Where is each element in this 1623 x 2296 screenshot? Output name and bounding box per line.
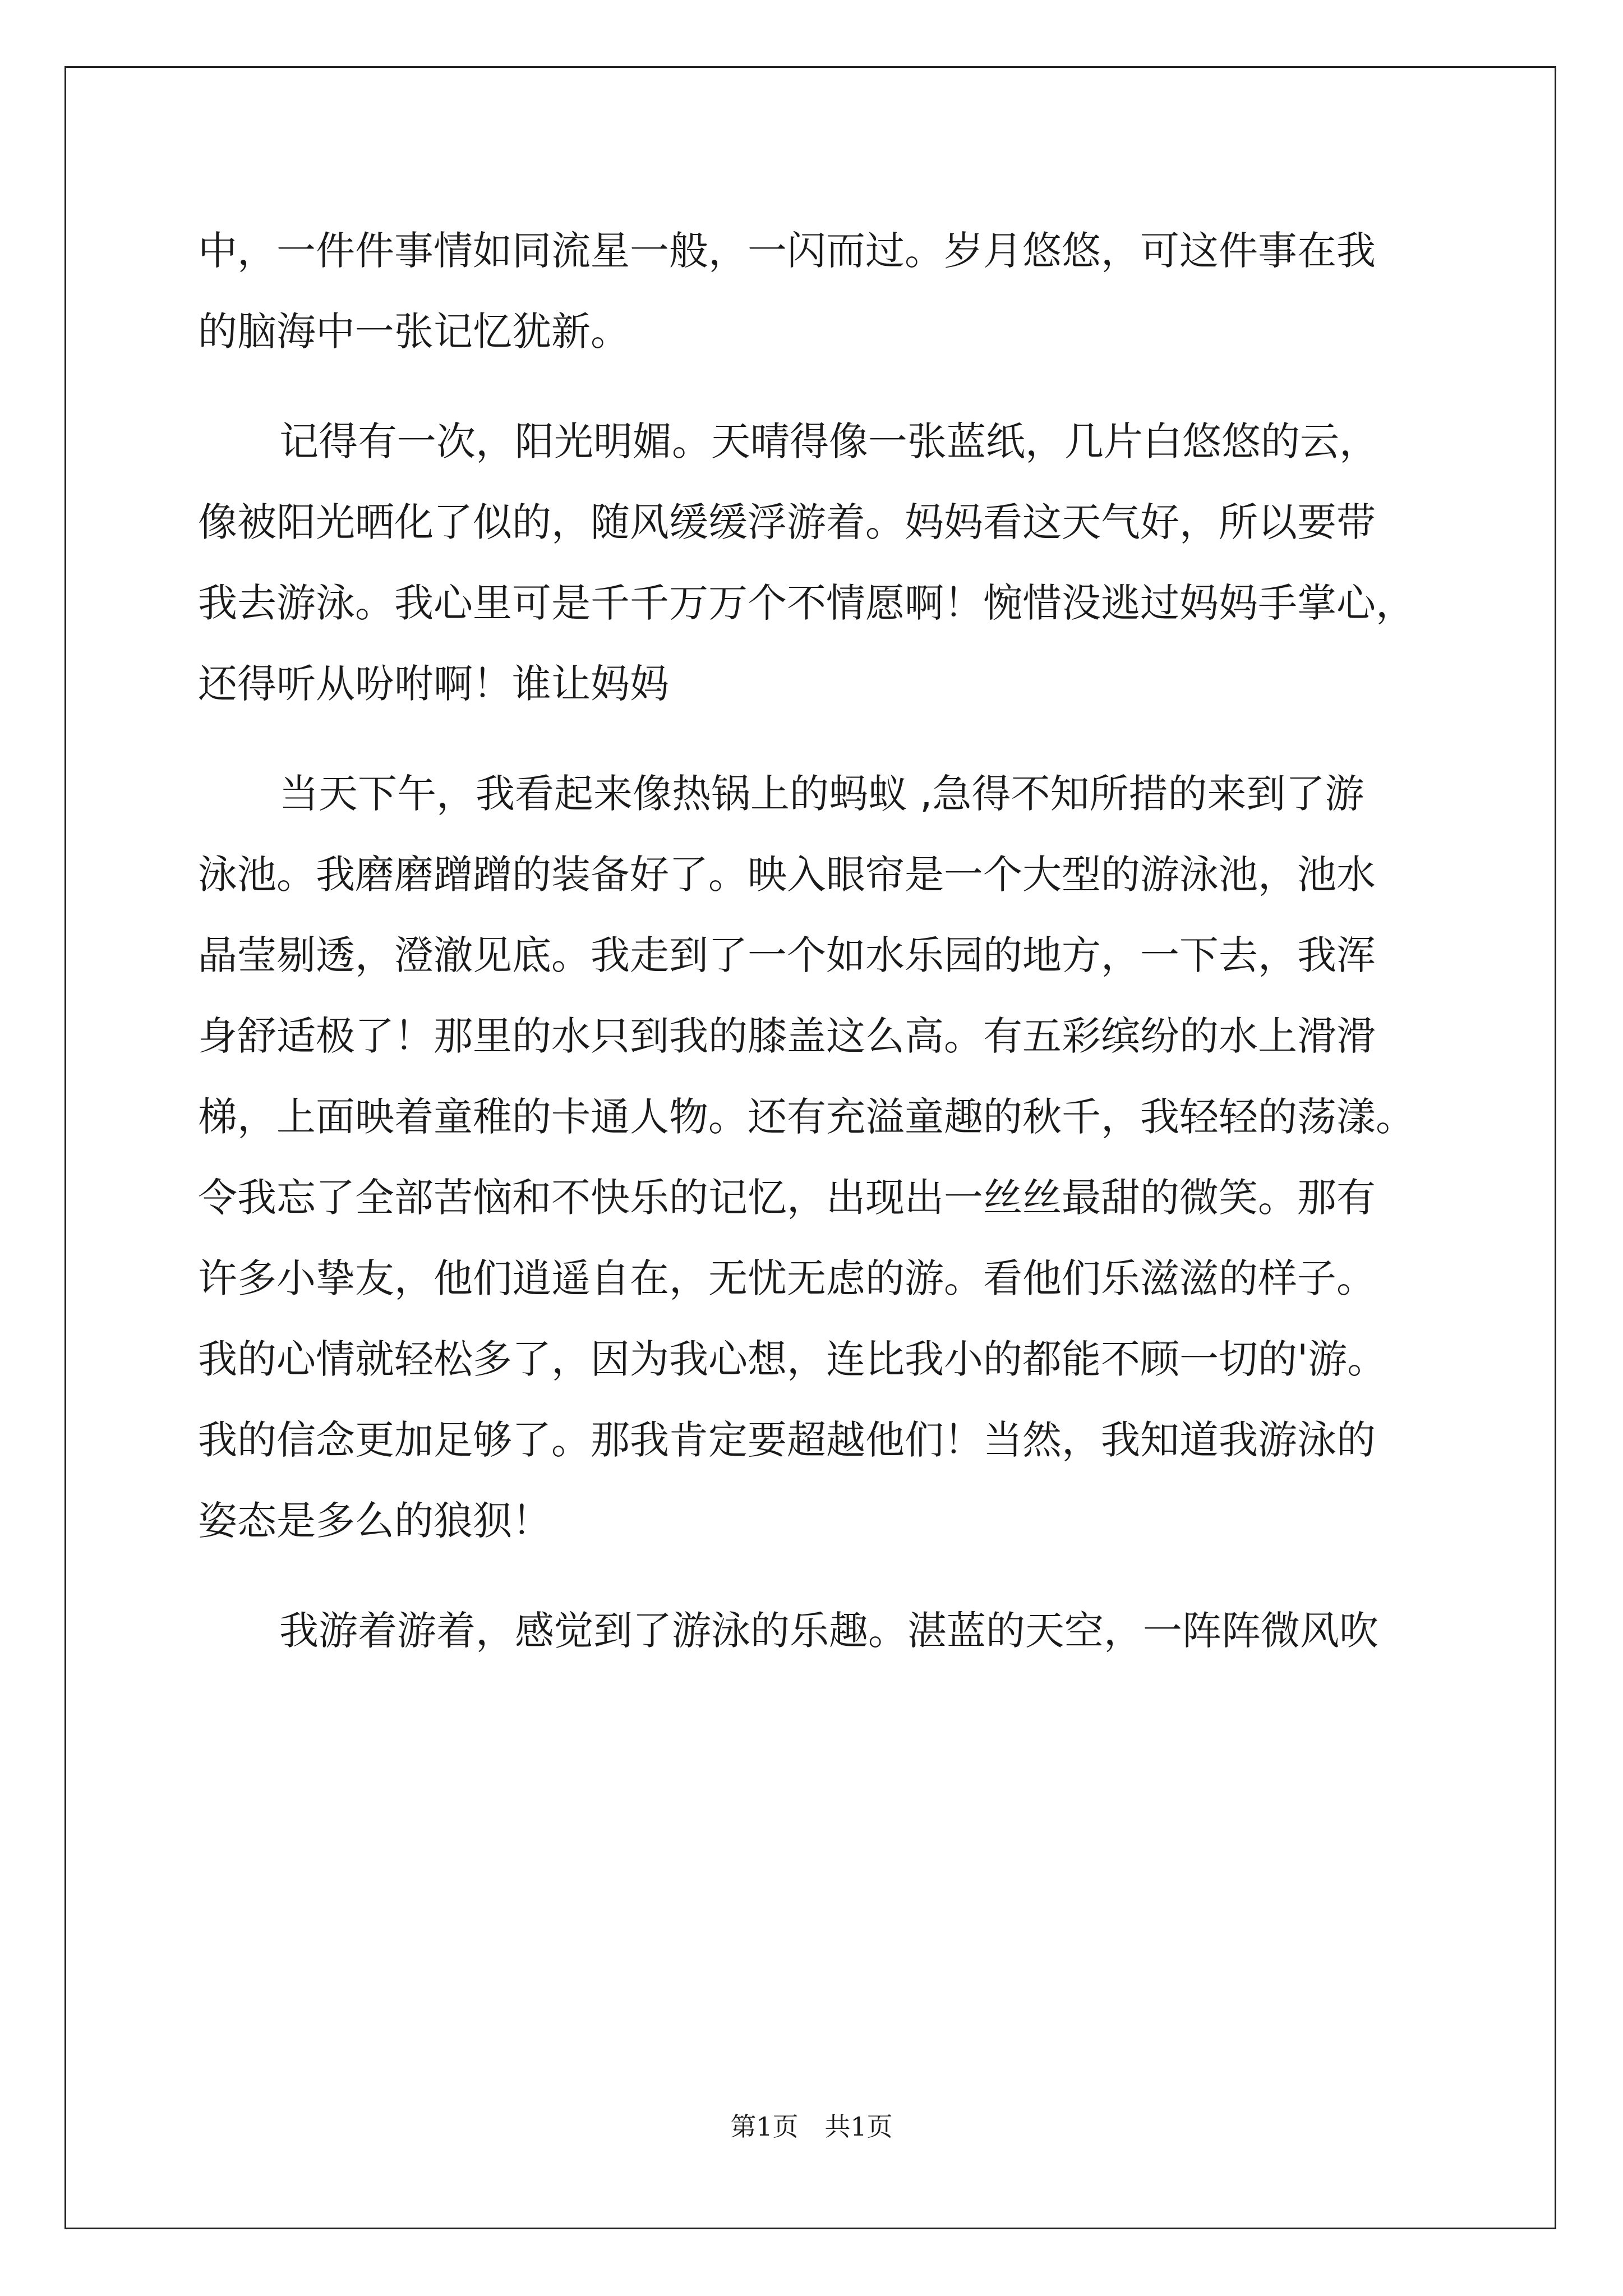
text-line: 当天下午，我看起来像热锅上的蚂蚁 ,急得不知所措的来到了游 — [279, 771, 1364, 817]
text-line: 许多小挚友，他们逍遥自在，无忧无虑的游。看他们乐滋滋的样子。 — [198, 1255, 1376, 1301]
text-line: 姿态是多么的狼狈！ — [198, 1498, 551, 1544]
text-line: 的脑海中一张记忆犹新。 — [198, 309, 630, 355]
page-total: 共1页 — [824, 2111, 893, 2142]
text-line: 还得听从吩咐啊！谁让妈妈 — [198, 661, 669, 707]
paragraph — [198, 753, 1460, 1561]
page-footer — [0, 2106, 1623, 2143]
text-line: 梯，上面映着童稚的卡通人物。还有充溢童趣的秋千，我轻轻的荡漾。 — [198, 1094, 1415, 1140]
text-line: 像被阳光晒化了似的，随风缓缓浮游着。妈妈看这天气好，所以要带 — [198, 499, 1376, 545]
paragraph — [198, 1590, 1460, 1671]
body-text — [198, 210, 1460, 1671]
text-line: 我的信念更加足够了。那我肯定要超越他们！当然，我知道我游泳的 — [198, 1417, 1376, 1463]
paragraph — [198, 210, 1460, 372]
text-line: 记得有一次，阳光明媚。天晴得像一张蓝纸，几片白悠悠的云， — [279, 418, 1378, 464]
text-line: 晶莹剔透，澄澈见底。我走到了一个如水乐园的地方，一下去，我浑 — [198, 932, 1376, 978]
text-line: 中，一件件事情如同流星一般，一闪而过。岁月悠悠，可这件事在我 — [198, 228, 1376, 274]
text-line: 我的心情就轻松多了，因为我心想，连比我小的都能不顾一切的'游。 — [198, 1336, 1387, 1382]
page-number: 第1页 — [730, 2111, 799, 2142]
text-line: 我游着游着，感觉到了游泳的乐趣。湛蓝的天空，一阵阵微风吹 — [279, 1608, 1378, 1654]
text-line: 我去游泳。我心里可是千千万万个不情愿啊！惋惜没逃过妈妈手掌心， — [198, 580, 1415, 626]
text-line: 泳池。我磨磨蹭蹭的装备好了。映入眼帘是一个大型的游泳池，池水 — [198, 852, 1376, 898]
text-line: 令我忘了全部苦恼和不快乐的记忆，出现出一丝丝最甜的微笑。那有 — [198, 1175, 1376, 1221]
text-line: 身舒适极了！那里的水只到我的膝盖这么高。有五彩缤纷的水上滑滑 — [198, 1013, 1376, 1059]
paragraph — [198, 401, 1460, 724]
